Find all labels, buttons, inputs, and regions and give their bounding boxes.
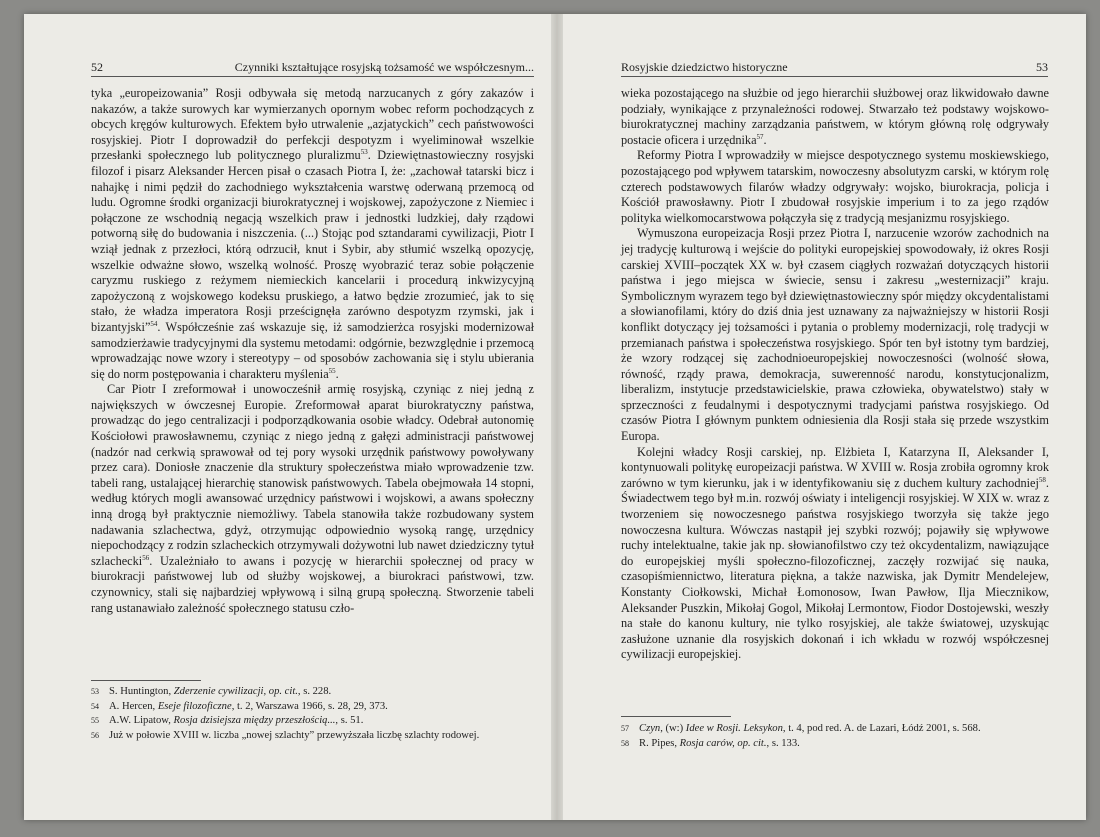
right-footnote-rule [621, 716, 731, 717]
left-running-head: Czynniki kształtujące rosyjską tożsamość we współczesnym... [234, 60, 534, 74]
text-run: , (w:) [660, 723, 686, 734]
footnote-number: 55 [91, 716, 99, 725]
paragraph [91, 382, 534, 616]
book-spread [24, 14, 1086, 820]
text-run: , t. 2, Warszawa 1966, s. 28, 29, 373. [231, 700, 388, 712]
footnote [621, 722, 1049, 737]
footnote-text [639, 722, 981, 737]
text-run: tyka „europeizowania” Rosji odbywała się metodą narzucanych z góry zakazów i nakazów, a także surowych kar wymierzanych opornym wobec reform pochodzących z obcych kręgów kulturowych. Efektem było utrwalenie „azjatyckich” cech państwowości rosyjskiej. Piotr I doprowadził do perfekcji despotyzm i wyeliminował wszelkie przesłanki społecznego lub politycznego pluralizmu [91, 86, 534, 163]
right-footnotes [621, 722, 1049, 751]
footnote-marker: 54 [150, 319, 158, 328]
text-run: . Uzależniało to awans i pozycję w hierarchii społecznej od pracy w biurokracji państwowej lub od służby wojskowej, a biurokraci państwowi, tzw. czynownicy, stali się najbardziej wpływową i silną grupą społeczną. Stworzenie tabeli rang ustanawiało zależność społecznego statusu czło- [91, 553, 534, 615]
text-run: Car Piotr I zreformował i unowocześnił armię rosyjską, czyniąc z niej jedną z największych w ówczesnej Europie. Zreformował aparat biurokratyczny państwa, prowadząc do jego centralizacji i podporządkowania osobie władcy. Odebrał autonomię Kościołowi prawosławnemu, czyniąc z niego jedną z gałęzi administracji państwowej (nadzór nad cerkwią sprawował od tej pory wysoki urzędnik państwowy powoływany przez cara). Doniosłe znaczenie dla struktury społeczeństwa miało wprowadzenie tzw. tabeli rang, ustalającej hierarchię stanowisk państwowych. Tabela obejmowała 14 stopni, według których mogli awansować urzędnicy państwowi i wojskowi, a awans społeczny inną drogą był praktycznie niemożliwy. Tabela stanowiła także rozbudowany system nadawania szlachectwa, gdyż, otrzymując odpowiednio wysoką rangę, urzędnicy niepochodzący z rodzin szlacheckich otrzymywali dożywotni lub nawet dziedziczny tytuł szlachecki [91, 382, 534, 568]
footnote [91, 685, 534, 700]
footnote-number: 58 [621, 738, 629, 748]
footnote [621, 737, 1049, 752]
footnote-text [109, 700, 388, 715]
text-run: Reformy Piotra I wprowadziły w miejsce despotycznego systemu moskiewskiego, pozostającego pod wpływem tatarskim, nowoczesny absolutyzm carski, w którym rolę czterech podstawowych filarów władzy odgrywały: wojsko, biurokracja, policja i Kościół prawosławny. Piotr I zbudował rosyjskie imperium i to za jego rządów polityka wielkomocarstwowa połączyła się z tradycją mesjanizmu rosyjskiego. [621, 148, 1049, 225]
footnote-number: 53 [91, 687, 99, 696]
paragraph [621, 148, 1049, 226]
footnote-text [109, 714, 363, 729]
footnote [91, 729, 534, 744]
text-run: Wymuszona europeizacja Rosji przez Piotra I, narzucenie wzorów zachodnich na jej tradycję kulturową i wejście do polityki europejskiej spowodowały, iż okres Rosji carskiej XVIII–początek XX w. był czasem ciągłych rozważań dotyczących historii państwa i jego miejsca w świecie, sensu i zakresu „westernizacji” kraju. Symbolicznym wyrazem tego był dziewiętnastowieczny spór między okcydentalistami a słowianofilami, który do dziś dnia jest uznawany za najważniejszy w historii Rosji konflikt dotyczący jej tożsamości i pytania o problemy modernizacji, rolę tradycji w przemianach państwa i społeczeństwa rosyjskiego. Spór ten był istotny tym bardziej, że wzory rodzącej się zachodnioeuropejskiej nowoczesności (wolność słowa, równość, rządy prawa, demokracja, suwerenność narodu, konstytucjonalizm, liberalizm, instytucje przedstawicielskie, prawa człowieka, obywatelstwo) stały w sprzeczności z feudalnymi i despotycznymi tradycjami państwa rosyjskiego. Od czasów Piotra I głównym punktem odniesienia dla Rosji stała się przede wszystkim Europa. [621, 226, 1049, 444]
footnote-number: 54 [91, 701, 99, 711]
left-page-header [91, 58, 534, 77]
footnote-marker: 53 [360, 148, 368, 157]
text-run: . Współcześnie zaś wskazuje się, iż samodzierżca rosyjski modernizował samodzierżawie tradycyjnymi dla systemu metodami: odgórnie, bezwzględnie i przemocą wprowadzając nowe wzory i stereotypy – od sposobów zachowania się i stylu ubierania się do norm postępowania i charakteru myślenia [91, 319, 534, 381]
italic-text: Rosja carów, op. cit. [679, 737, 767, 749]
text-run: . [335, 366, 339, 381]
text-run: , s. 228. [297, 686, 332, 697]
right-page [563, 14, 1086, 820]
footnote-text [639, 737, 800, 752]
footnote-number: 56 [91, 730, 99, 740]
italic-text: Idee w Rosji. Leksykon [685, 723, 783, 734]
right-page-body [621, 86, 1049, 663]
italic-text: Rosja dzisiejsza między przeszłością... [173, 715, 336, 726]
footnote [91, 700, 534, 715]
left-page-number: 52 [91, 60, 103, 74]
footnote-marker: 58 [1038, 475, 1046, 484]
text-run: . [763, 132, 767, 147]
right-page-number: 53 [1036, 60, 1048, 74]
italic-text: Zderzenie cywilizacji, op. cit. [173, 686, 298, 697]
left-page-body [91, 86, 534, 616]
text-run: , s. 133. [766, 737, 800, 749]
text-run: A.W. Lipatow, [109, 715, 174, 726]
text-run: Kolejni władcy Rosji carskiej, np. Elżbieta I, Katarzyna II, Aleksander I, kontynuowali politykę europeizacji państwa. W XVIII w. Rosja zrobiła ogromny krok zarówno w tym kierunku, jak i w identyfikowaniu się z duchem kultury zachodniej [621, 444, 1049, 490]
text-run: S. Huntington, [109, 686, 174, 697]
right-page-header [621, 58, 1048, 77]
book-gutter [551, 14, 563, 820]
left-footnotes [91, 685, 534, 743]
footnote-marker: 56 [142, 553, 150, 562]
text-run: Już w połowie XVIII w. liczba „nowej szlachty” przewyższała liczbę szlachty rodowej. [109, 729, 480, 741]
left-footnote-rule [91, 680, 201, 681]
italic-text: Eseje filozoficzne [157, 700, 232, 712]
right-running-head: Rosyjskie dziedzictwo historyczne [621, 60, 788, 74]
paragraph [621, 86, 1049, 148]
text-run: wieka pozostającego na służbie od jego hierarchii służbowej oraz likwidowało dawne podziały, wynikające z przynależności rodowej. Stwarzało też podstawy wojskowo-biurokratycznej machiny zarządzania państwem, w którym główną rolę odgrywały postacie oficera i urzędnika [621, 86, 1049, 147]
footnote [91, 714, 534, 729]
italic-text: Czyn [639, 723, 661, 734]
text-run: , t. 4, pod red. A. de Lazari, Łódź 2001, s. 568. [782, 723, 981, 734]
left-page [24, 14, 551, 820]
footnote-text [109, 729, 479, 744]
text-run: , s. 51. [335, 715, 364, 726]
footnote-marker: 57 [756, 132, 764, 141]
footnote-text [109, 685, 331, 700]
footnote-marker: 55 [328, 366, 336, 375]
paragraph [621, 445, 1049, 663]
footnote-number: 57 [621, 724, 629, 733]
text-run: . Świadectwem tego był m.in. rozwój oświaty i inteligencji rosyjskiej. W XIX w. wraz z tworzeniem się nowoczesnego państwa rosyjskiego tworzyła się także jego nowoczesna kultura. Wówczas nastąpił jej szybki rozwój; pojawiły się wpływowe ruchy intelektualne, takie jak np. słowianofilstwo czy też okcydentalizm, nawiązujące do europejskiej myśli społeczno-filozoficznej, zaczęły rozwijać się nauka, czasopiśmiennictwo, literatura piękna, a także nazwiska, jak Dymitr Mendelejew, Konstanty Ciołkowski, Michał Łomonosow, Iwan Pawłow, Ilja Miecznikow, Aleksander Puszkin, Mikołaj Gogol, Mikołaj Lermontow, Fiodor Dostojewski, weszły na stałe do kanonu kultury, nie tylko rosyjskiej, ale także światowej, uzyskując zasłużone uznanie dla rosyjskich dokonań i ich wkładu w rozwój współczesnej cywilizacji europejskiej. [621, 475, 1049, 662]
text-run: A. Hercen, [109, 700, 158, 712]
text-run: R. Pipes, [639, 737, 680, 749]
paragraph [621, 226, 1049, 444]
text-run: . Dziewiętnastowieczny rosyjski filozof i pisarz Aleksander Hercen pisał o czasach Piotra I, że: „zachował tatarski bicz i nahajkę i nimi pędził do zachodniego wykształcenia warstwę oderwaną przemocą od ludu. Ogromne środki organizacji biurokratycznej i wojskowej, zapożyczone z Niemiec i połączone ze wschodnią negacją wszelkich praw i jednostki ludzkiej, dały rządowi potworną siłę do budowania i niszczenia. (...) Stojąc pod sztandarami cywilizacji, Piotr I wziął jednak z przezłoci, którą odrzucił, knut i Sybir, aby stłumić wszelką opozycję, wszelkie odważne słowo, wszelką wolność. Proszę wyobrazić teraz sobie połączenie caryzmu ruskiego z reżymem niemieckich kancelarii i procedurą inkwizycyjną zapożyczoną z wojskowego kodeksu pruskiego, a łatwo będzie zrozumieć, jak to się stało, że władza imperatora Rosji prześcignęła zarówno despotyzm rzymski, jak i bizantyjski” [91, 148, 534, 334]
paragraph [91, 86, 534, 382]
